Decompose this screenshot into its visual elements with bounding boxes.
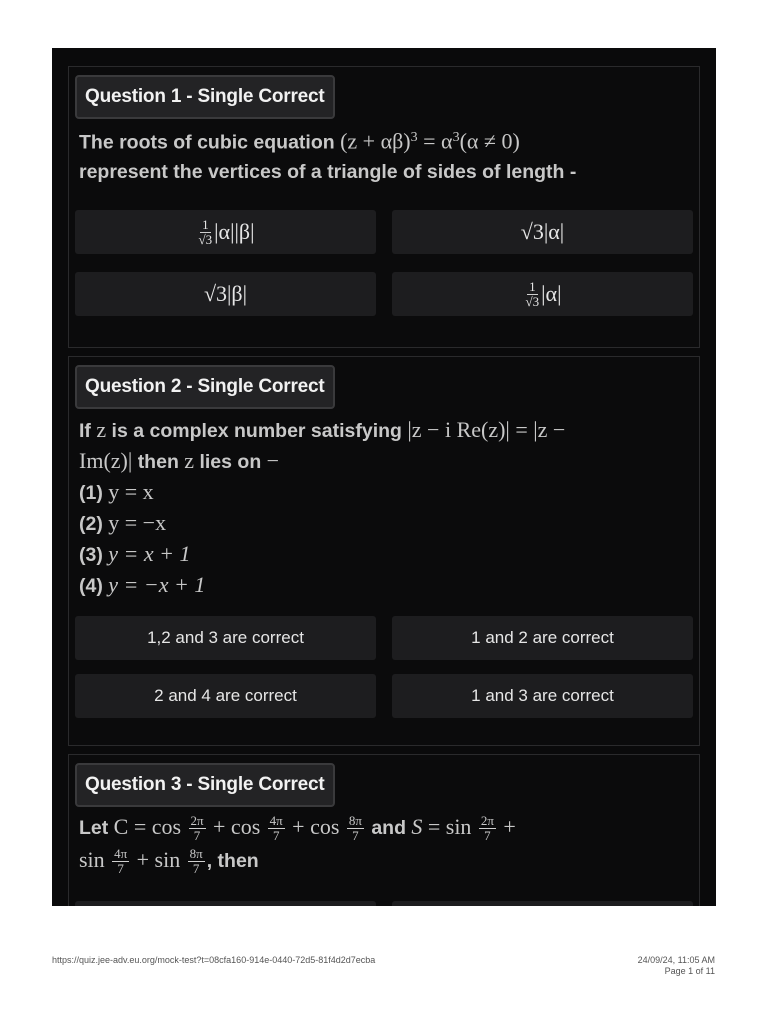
question-1-text: The roots of cubic equation $(z + \alpha\beta)^3 = \alpha^3(\alpha \ne 0)$ represent the vertices of a triangle of sides of length - (79, 128, 577, 183)
question-2-card (68, 356, 700, 746)
question-3-header: Question 3 - Single Correct (75, 763, 335, 807)
question-1-header: Question 1 - Single Correct (75, 75, 335, 119)
question-3-option-a[interactable] (75, 901, 376, 906)
question-2-text: If z is a complex number satisfying |z − i Re(z)| = |z − Im(z)| then z lies on − (1) y = x (2) y = −x (3) y = x + 1 (4) y = −x + 1 (79, 417, 566, 597)
footer-url: https://quiz.jee-adv.eu.org/mock-test?t=08cfa160-914e-0440-72d5-81f4d2d7ecba (52, 955, 376, 965)
quiz-page (52, 48, 716, 906)
question-2-option-b[interactable]: 1 and 2 are correct (392, 616, 693, 660)
question-1-card (68, 66, 700, 348)
question-1-option-c[interactable]: √3|β| (75, 272, 376, 316)
footer-page-number: Page 1 of 11 (664, 966, 715, 976)
question-3-option-b[interactable] (392, 901, 693, 906)
question-3-text: Let C = cos $\frac{2\pi}{7}$ + cos $\frac{4\pi}{7}$ + cos $\frac{8\pi}{7}$ and S = sin $\frac{2\pi}{7}$ + sin $\frac{4\pi}{7}$ + sin $\frac{8\pi}{7}$ , then (79, 813, 516, 877)
question-2-option-d[interactable]: 1 and 3 are correct (392, 674, 693, 718)
question-2-header: Question 2 - Single Correct (75, 365, 335, 409)
question-1-option-b[interactable]: √3|α| (392, 210, 693, 254)
question-1-option-d[interactable]: $\frac{1}{√3}$ |α| (392, 272, 693, 316)
question-2-item-1: (1) y = x (79, 479, 154, 504)
question-3-card (68, 754, 700, 906)
footer-datetime: 24/09/24, 11:05 AM (637, 955, 715, 965)
question-2-option-c[interactable]: 2 and 4 are correct (75, 674, 376, 718)
question-1-option-a[interactable]: $\frac{1}{√3}$ |α||β| (75, 210, 376, 254)
question-2-item-4: (4) y = −x + 1 (79, 572, 206, 597)
question-2-item-3: (3) y = x + 1 (79, 541, 191, 566)
question-2-item-2: (2) y = −x (79, 510, 167, 535)
question-2-option-a[interactable]: 1,2 and 3 are correct (75, 616, 376, 660)
